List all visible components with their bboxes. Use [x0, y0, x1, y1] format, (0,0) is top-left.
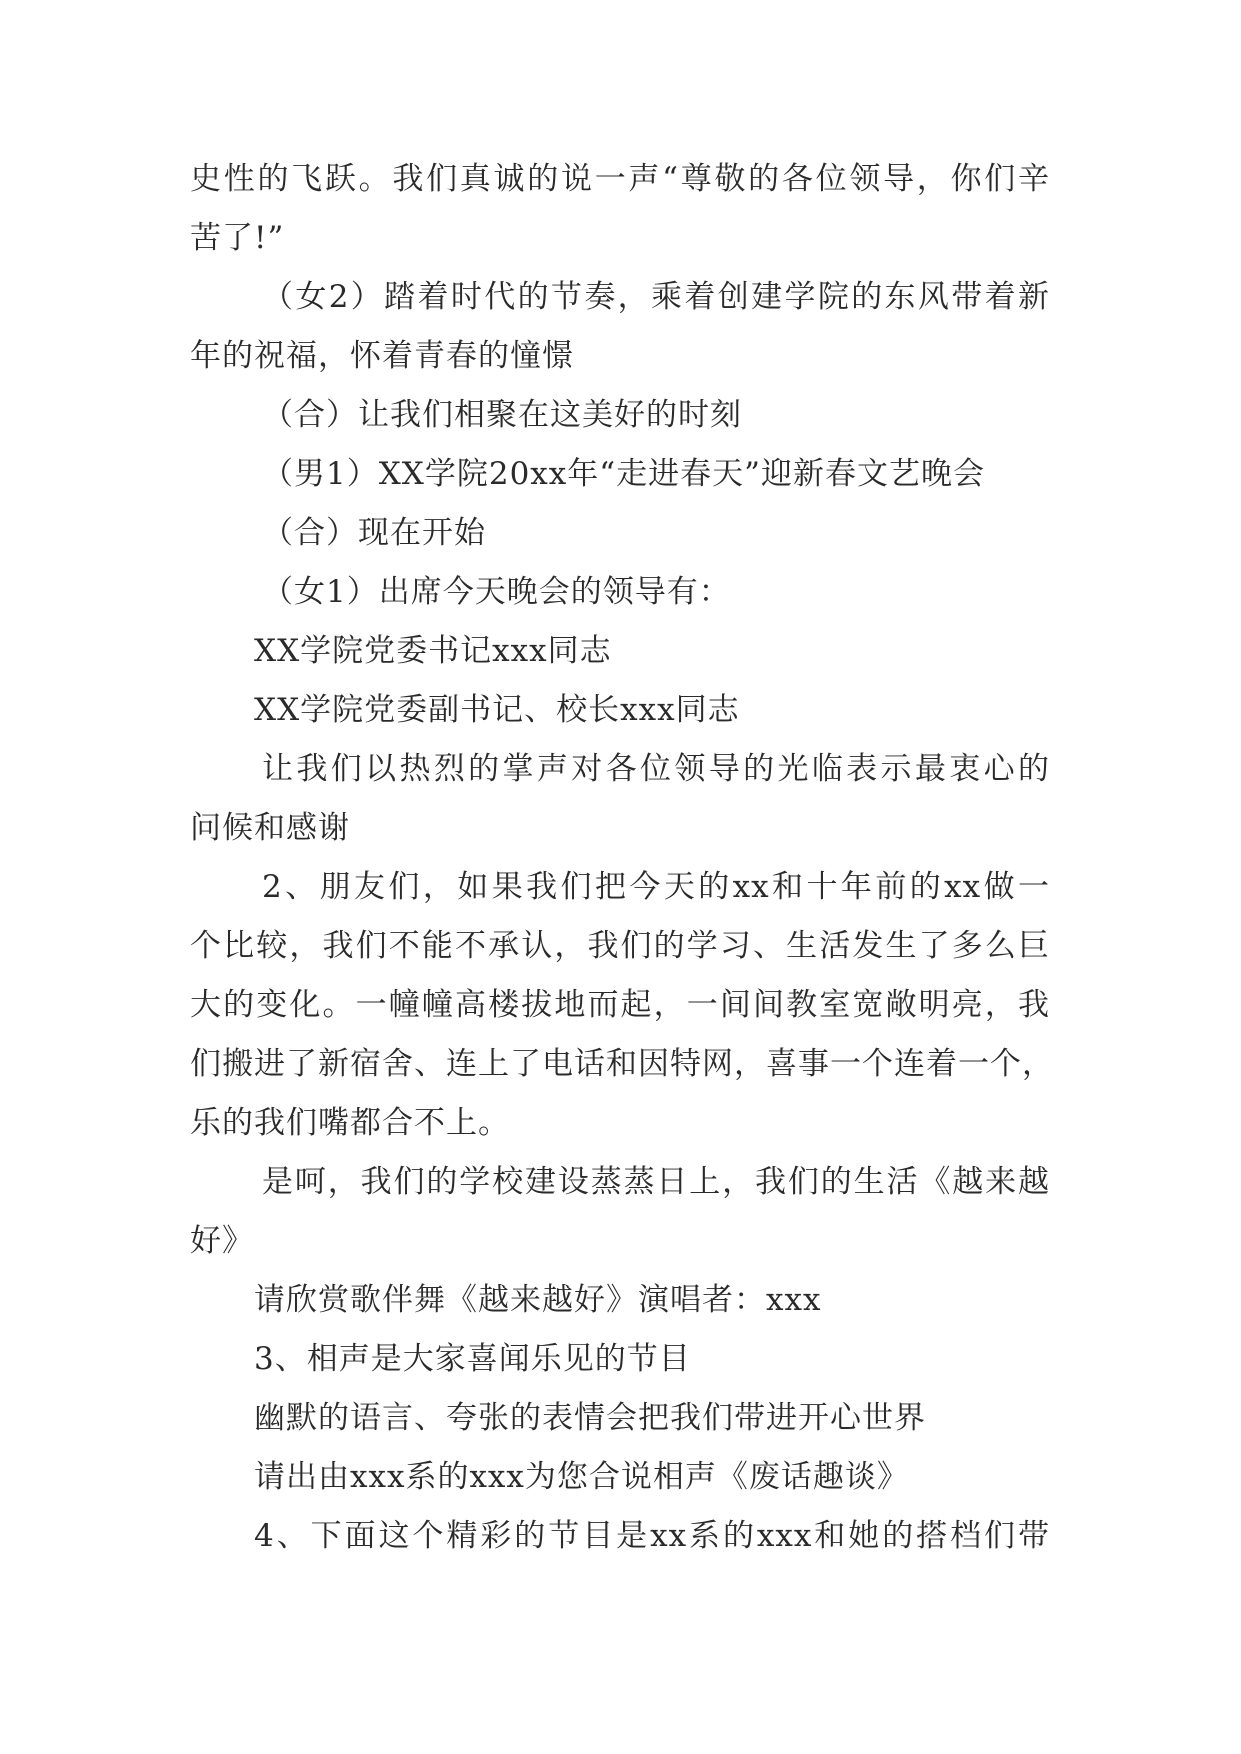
text-line: （合）现在开始	[262, 515, 486, 551]
text-line: 4、下面这个精彩的节目是xx系的xxx和她的搭档们带	[254, 1518, 1050, 1554]
text-line: 苦了!”	[190, 220, 285, 256]
text-line: XX学院党委副书记、校长xxx同志	[254, 692, 740, 728]
text-line: 乐的我们嘴都合不上。	[190, 1105, 510, 1141]
text-line: （女1）出席今天晚会的领导有：	[262, 574, 731, 610]
text-line: 大的变化。一幢幢高楼拔地而起，一间间教室宽敞明亮，我	[190, 987, 1050, 1023]
text-line: 请欣赏歌伴舞《越来越好》演唱者：xxx	[254, 1282, 822, 1318]
text-line: （女2）踏着时代的节奏，乘着创建学院的东风带着新	[262, 279, 1050, 315]
text-line: XX学院党委书记xxx同志	[254, 633, 612, 669]
text-line: 3、相声是大家喜闻乐见的节目	[254, 1341, 691, 1377]
text-line: 幽默的语言、夸张的表情会把我们带进开心世界	[254, 1400, 926, 1436]
text-line: 请出由xxx系的xxx为您合说相声《废话趣谈》	[254, 1459, 909, 1495]
document-page	[190, 150, 1054, 1566]
text-line: 个比较，我们不能不承认，我们的学习、生活发生了多么巨	[190, 928, 1050, 964]
text-line: （男1）XX学院20xx年“走进春天”迎新春文艺晚会	[262, 456, 985, 492]
text-line: 2、朋友们，如果我们把今天的xx和十年前的xx做一	[262, 869, 1050, 905]
text-line: 们搬进了新宿舍、连上了电话和因特网，喜事一个连着一个，	[190, 1046, 1054, 1082]
text-line: 是呵，我们的学校建设蒸蒸日上，我们的生活《越来越	[262, 1164, 1050, 1200]
text-line: 让我们以热烈的掌声对各位领导的光临表示最衷心的	[262, 751, 1050, 787]
text-line: 年的祝福，怀着青春的憧憬	[190, 338, 574, 374]
text-line: （合）让我们相聚在这美好的时刻	[262, 397, 742, 433]
text-line: 史性的飞跃。我们真诚的说一声“尊敬的各位领导，你们辛	[190, 161, 1050, 197]
text-line: 好》	[190, 1223, 254, 1259]
text-line: 问候和感谢	[190, 810, 350, 846]
